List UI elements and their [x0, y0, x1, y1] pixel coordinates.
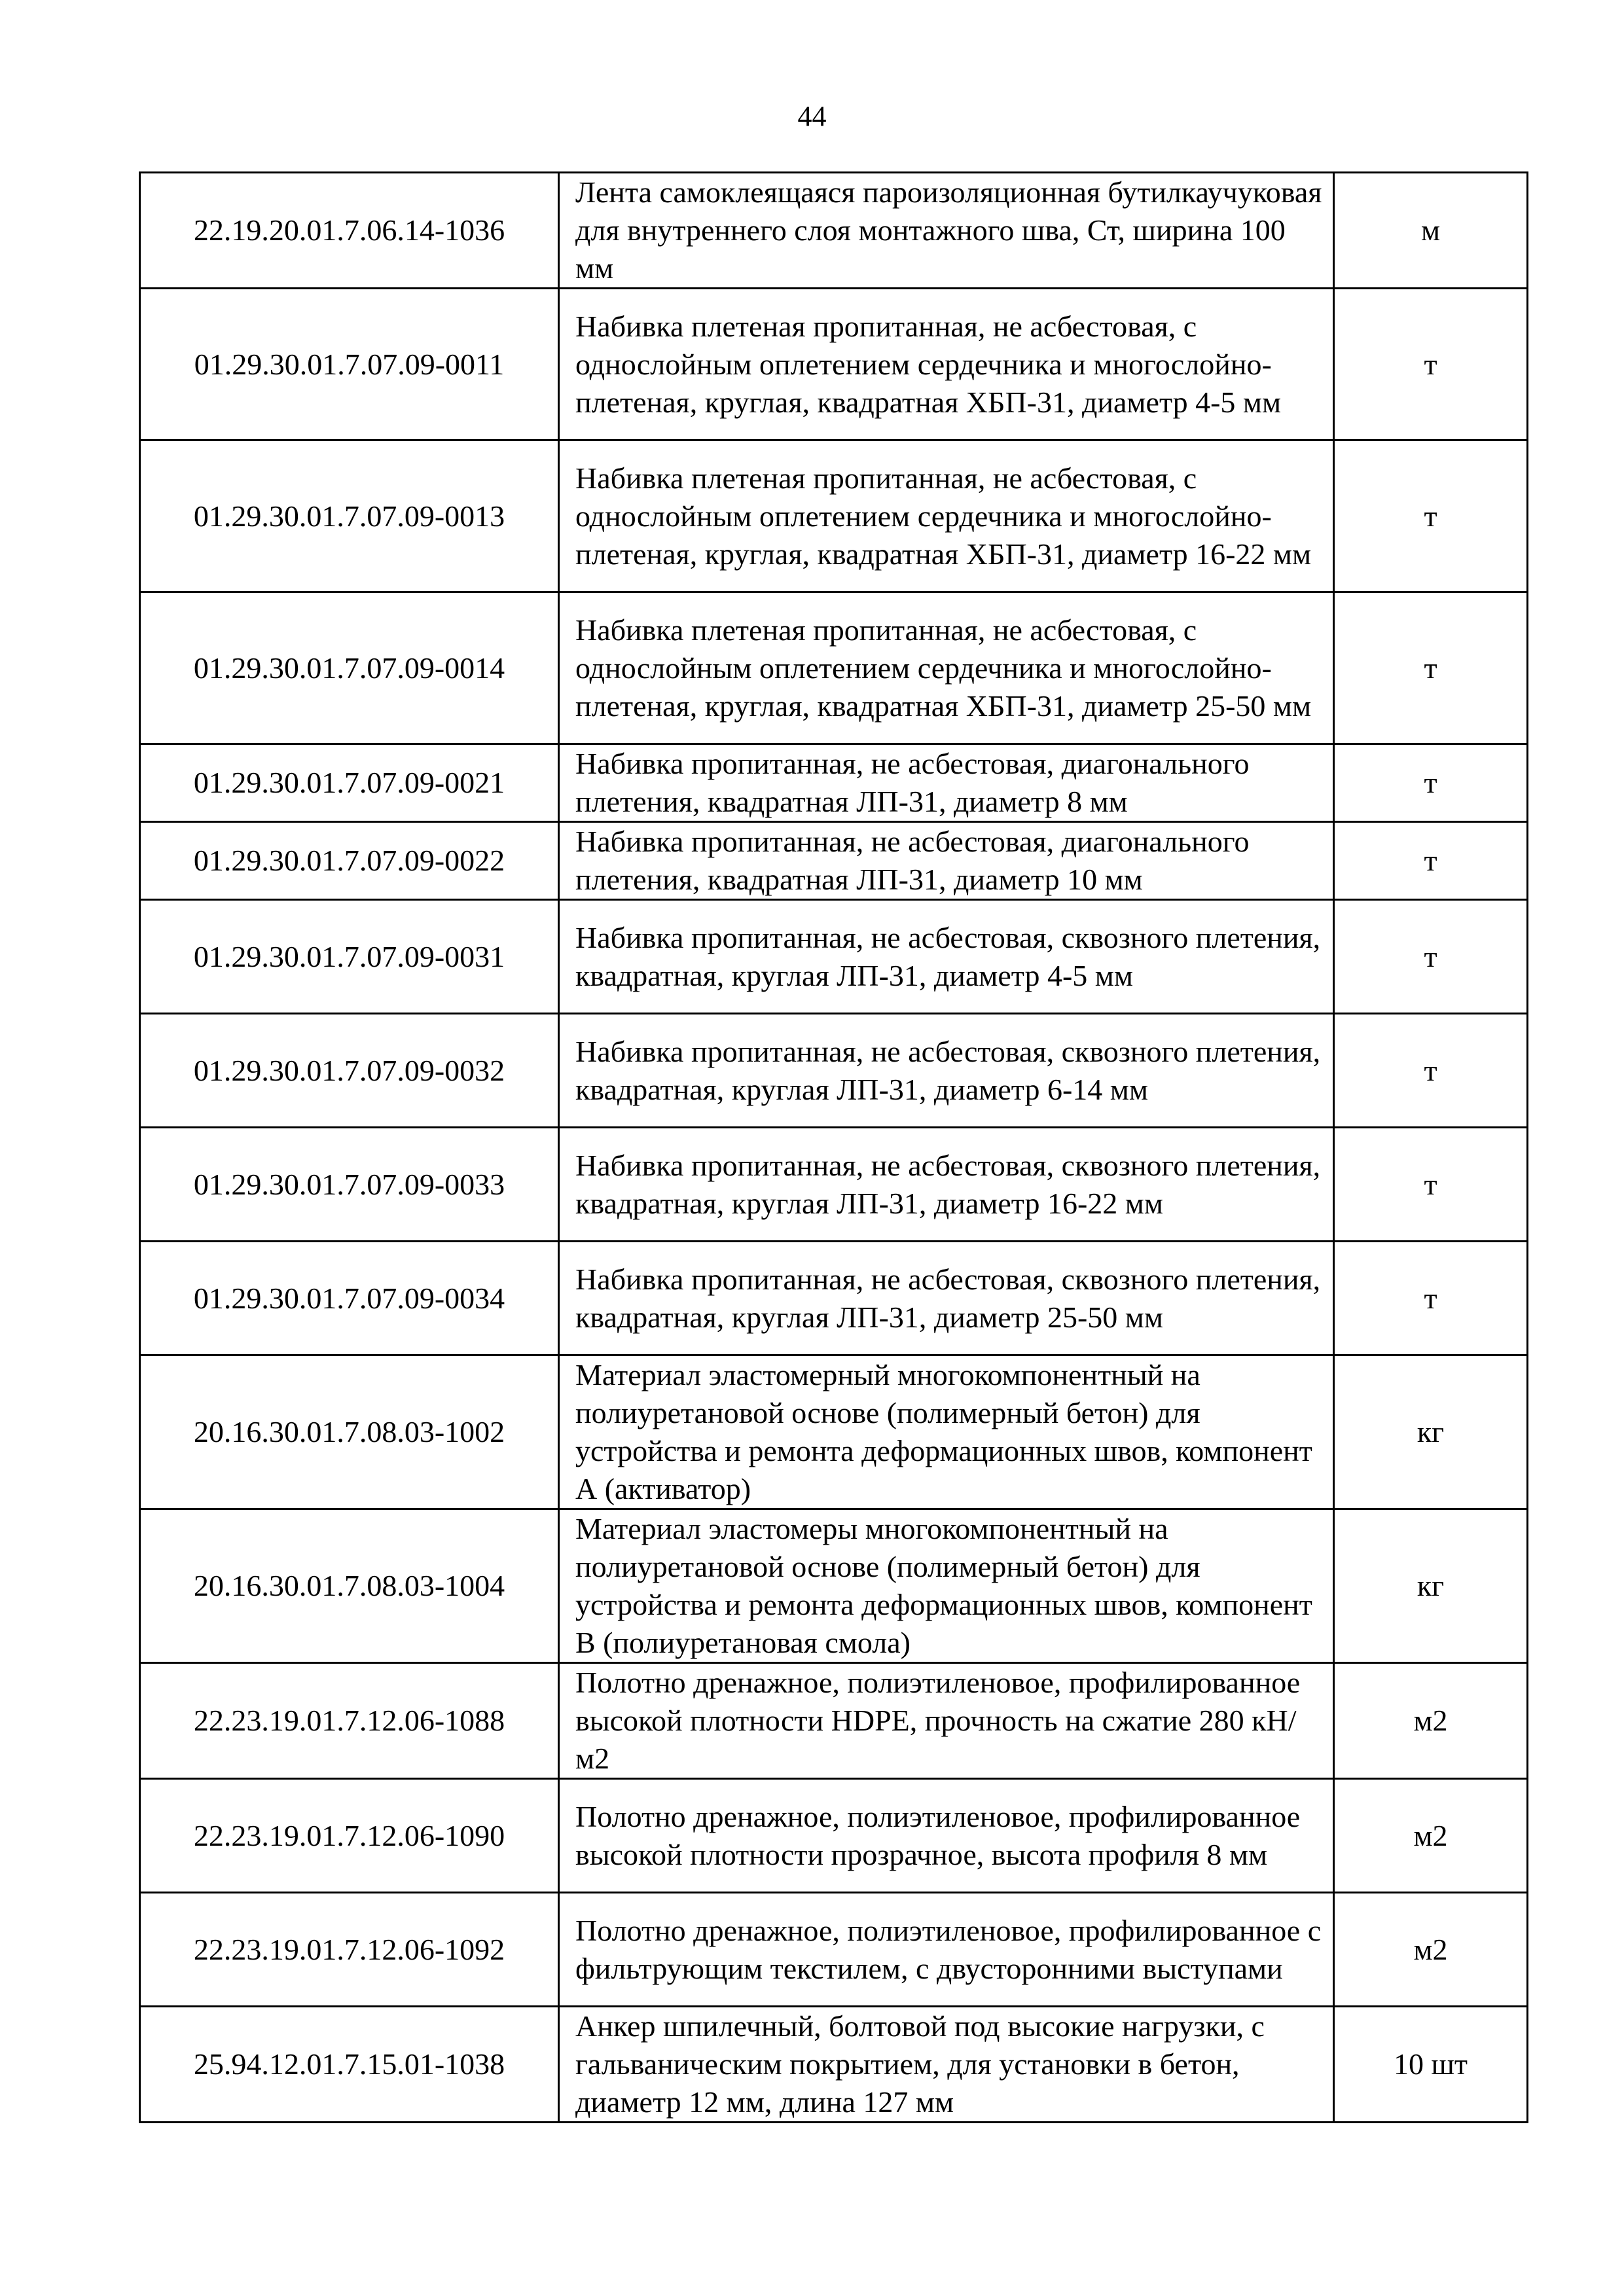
table-row: [140, 1014, 1528, 1128]
resource-code: 01.29.30.01.7.07.09-0034: [140, 1242, 559, 1355]
materials-table: [139, 171, 1528, 2123]
unit-of-measure: м: [1334, 173, 1528, 289]
resource-description: Лента самоклеящаяся пароизоляционная бутилкаучуковая для внутреннего слоя монтажного шва, Ст, ширина 100 мм: [559, 173, 1334, 289]
unit-of-measure: кг: [1334, 1509, 1528, 1663]
materials-table-body: [140, 173, 1528, 2123]
table-row: [140, 1893, 1528, 2007]
resource-description: Набивка пропитанная, не асбестовая, сквозного плетения, квадратная, круглая ЛП-31, диаметр 25-50 мм: [559, 1242, 1334, 1355]
resource-description: Набивка пропитанная, не асбестовая, сквозного плетения, квадратная, круглая ЛП-31, диаметр 4-5 мм: [559, 900, 1334, 1014]
table-row: [140, 2007, 1528, 2123]
resource-description: Набивка плетеная пропитанная, не асбестовая, с однослойным оплетением сердечника и многослойно-плетеная, круглая, квадратная ХБП-31, диаметр 25-50 мм: [559, 592, 1334, 744]
table-row: [140, 1663, 1528, 1779]
resource-code: 25.94.12.01.7.15.01-1038: [140, 2007, 559, 2123]
table-row: [140, 173, 1528, 289]
table-row: [140, 289, 1528, 440]
resource-description: Анкер шпилечный, болтовой под высокие нагрузки, с гальваническим покрытием, для установки в бетон, диаметр 12 мм, длина 127 мм: [559, 2007, 1334, 2123]
resource-description: Набивка пропитанная, не асбестовая, диагонального плетения, квадратная ЛП-31, диаметр 10 мм: [559, 822, 1334, 900]
table-row: [140, 1242, 1528, 1355]
resource-code: 22.23.19.01.7.12.06-1092: [140, 1893, 559, 2007]
unit-of-measure: м2: [1334, 1663, 1528, 1779]
unit-of-measure: т: [1334, 900, 1528, 1014]
unit-of-measure: м2: [1334, 1893, 1528, 2007]
table-row: [140, 1355, 1528, 1509]
unit-of-measure: т: [1334, 744, 1528, 822]
unit-of-measure: м2: [1334, 1779, 1528, 1893]
resource-code: 22.19.20.01.7.06.14-1036: [140, 173, 559, 289]
resource-code: 01.29.30.01.7.07.09-0011: [140, 289, 559, 440]
resource-code: 01.29.30.01.7.07.09-0033: [140, 1128, 559, 1242]
resource-description: Материал эластомерный многокомпонентный на полиуретановой основе (полимерный бетон) для устройства и ремонта деформационных швов, компонент А (активатор): [559, 1355, 1334, 1509]
resource-code: 01.29.30.01.7.07.09-0032: [140, 1014, 559, 1128]
resource-code: 20.16.30.01.7.08.03-1004: [140, 1509, 559, 1663]
resource-code: 01.29.30.01.7.07.09-0013: [140, 440, 559, 592]
unit-of-measure: кг: [1334, 1355, 1528, 1509]
table-row: [140, 744, 1528, 822]
table-row: [140, 1128, 1528, 1242]
unit-of-measure: т: [1334, 289, 1528, 440]
resource-code: 20.16.30.01.7.08.03-1002: [140, 1355, 559, 1509]
resource-code: 01.29.30.01.7.07.09-0022: [140, 822, 559, 900]
resource-code: 01.29.30.01.7.07.09-0014: [140, 592, 559, 744]
resource-code: 01.29.30.01.7.07.09-0031: [140, 900, 559, 1014]
resource-code: 22.23.19.01.7.12.06-1088: [140, 1663, 559, 1779]
resource-description: Набивка плетеная пропитанная, не асбестовая, с однослойным оплетением сердечника и многослойно-плетеная, круглая, квадратная ХБП-31, диаметр 16-22 мм: [559, 440, 1334, 592]
table-row: [140, 900, 1528, 1014]
resource-code: 22.23.19.01.7.12.06-1090: [140, 1779, 559, 1893]
table-row: [140, 1779, 1528, 1893]
page-number: 44: [797, 100, 827, 132]
resource-description: Набивка пропитанная, не асбестовая, сквозного плетения, квадратная, круглая ЛП-31, диаметр 6-14 мм: [559, 1014, 1334, 1128]
resource-description: Полотно дренажное, полиэтиленовое, профилированное с фильтрующим текстилем, с двусторонними выступами: [559, 1893, 1334, 2007]
resource-description: Полотно дренажное, полиэтиленовое, профилированное высокой плотности HDPE, прочность на сжатие 280 кН/м2: [559, 1663, 1334, 1779]
unit-of-measure: 10 шт: [1334, 2007, 1528, 2123]
table-row: [140, 1509, 1528, 1663]
table-row: [140, 822, 1528, 900]
table-row: [140, 592, 1528, 744]
unit-of-measure: т: [1334, 1014, 1528, 1128]
unit-of-measure: т: [1334, 1128, 1528, 1242]
unit-of-measure: т: [1334, 822, 1528, 900]
unit-of-measure: т: [1334, 592, 1528, 744]
unit-of-measure: т: [1334, 440, 1528, 592]
resource-description: Полотно дренажное, полиэтиленовое, профилированное высокой плотности прозрачное, высота профиля 8 мм: [559, 1779, 1334, 1893]
resource-description: Материал эластомеры многокомпонентный на полиуретановой основе (полимерный бетон) для устройства и ремонта деформационных швов, компонент В (полиуретановая смола): [559, 1509, 1334, 1663]
resource-description: Набивка плетеная пропитанная, не асбестовая, с однослойным оплетением сердечника и многослойно-плетеная, круглая, квадратная ХБП-31, диаметр 4-5 мм: [559, 289, 1334, 440]
resource-description: Набивка пропитанная, не асбестовая, сквозного плетения, квадратная, круглая ЛП-31, диаметр 16-22 мм: [559, 1128, 1334, 1242]
resource-code: 01.29.30.01.7.07.09-0021: [140, 744, 559, 822]
unit-of-measure: т: [1334, 1242, 1528, 1355]
resource-description: Набивка пропитанная, не асбестовая, диагонального плетения, квадратная ЛП-31, диаметр 8 мм: [559, 744, 1334, 822]
table-row: [140, 440, 1528, 592]
